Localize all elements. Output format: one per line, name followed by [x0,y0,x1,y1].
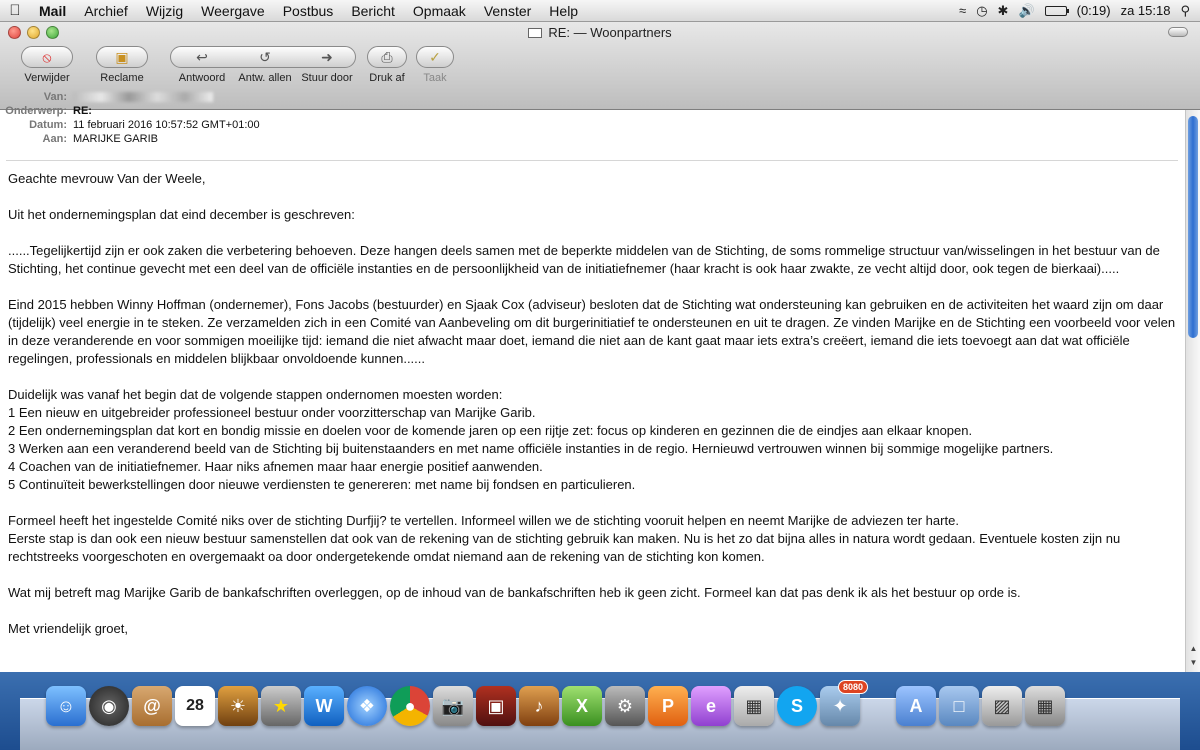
paragraph-1: Uit het ondernemingsplan dat eind december is geschreven: [8,207,355,222]
delete-icon: ⦸ [21,46,73,68]
from-value-redacted[interactable] [73,90,213,104]
calendar-day: 28 [186,697,204,714]
paragraph-2: ......Tegelijkertijd zijn er ook zaken die verbetering behoeven. Deze hangen deels samen met de beperkte middelen van de Stichting, de soms rommelige structuur van/wisselingen in het bestuur van de Stichting, het continue gevecht met een deel van de officiële instanties en de persoonlijkheid van de initiatiefnemer (haar kracht is ook haar zwakte, ze vecht altijd door, ook tegen de bierkaai)..... [8,243,1160,276]
to-value[interactable]: MARIJKE GARIB [73,133,158,145]
spotlight-icon[interactable]: ⚲ [1180,2,1190,18]
onenote-icon[interactable]: e [691,686,731,726]
menu-postbus[interactable]: Postbus [282,2,334,19]
preview-icon[interactable]: 📷 [433,686,473,726]
reply-button[interactable]: ↩ Antwoord [172,46,232,84]
reply-icon: ↩ [196,49,208,65]
date-label: Datum: [29,119,67,131]
subject-value: RE: [73,105,92,117]
skype-icon[interactable]: S [777,686,817,726]
dashboard-icon[interactable]: ◉ [89,686,129,726]
address-book-icon[interactable]: @ [132,686,172,726]
photo-booth-icon[interactable]: ▣ [476,686,516,726]
documents-folder-icon[interactable]: □ [939,686,979,726]
downloads-stack-icon[interactable]: ▨ [982,686,1022,726]
greeting: Geachte mevrouw Van der Weele, [8,171,206,186]
battery-time: (0:19) [1076,3,1111,18]
time-machine-icon[interactable]: ◷ [976,2,988,18]
excel-icon[interactable]: X [562,686,602,726]
bluetooth-icon[interactable]: ✱ [997,2,1009,18]
powerpoint-icon[interactable]: P [648,686,688,726]
status-area [959,3,1200,19]
paragraph-3: Eind 2015 hebben Winny Hoffman (ondernemer), Fons Jacobs (bestuurder) en Sjaak Cox (adviseur) besloten dat de Stichting wat ondersteuning kan gebruiken en de activiteiten het waard zijn om daar (tijdelijk) veel energie in te steken. Ze verzamelden zich in een Comité van Aanbeveling om dit burgerinitiatief te ondersteunen en uit te dragen. Ze vinden Marijke en de Stichting een voorbeeld voor velen in deze veranderende en voor sommigen moeilijke tijd: iemand die niet afwacht maar doet, iemand die niet aan de kant gaat maar iets extra’s creëert, iemand die iets toevoegt aan dat wat officiële regelingen, professionals en middelen blijkbaar onvoldoende kunnen...... [8,297,1176,366]
junk-icon: ▣ [96,46,148,68]
ical-icon[interactable] [175,686,215,726]
from-label: Van: [43,91,67,103]
envelope-icon [528,28,542,38]
print-icon: ⎙ [367,46,407,68]
header-divider [6,160,1178,161]
menu-bericht[interactable]: Bericht [351,2,395,19]
subject-label: Onderwerp: [5,105,67,117]
vertical-scrollbar[interactable] [1185,110,1200,672]
menu-archief[interactable]: Archief [84,2,128,19]
menu-venster[interactable]: Venster [483,2,532,19]
applications-folder-icon[interactable]: A [896,686,936,726]
forward-button[interactable]: ➜ Stuur door [298,46,356,84]
notification-badge: 8080 [838,680,868,694]
menu-opmaak[interactable]: Opmaak [412,2,466,19]
list-item: 1 Een nieuw en uitgebreider professioneel bestuur onder voorzitterschap van Marijke Garib. [8,405,536,420]
safari-icon[interactable]: ❖ [347,686,387,726]
menu-weergave[interactable]: Weergave [201,2,265,19]
menu-wijzig[interactable]: Wijzig [145,2,184,19]
forward-icon: ➜ [321,49,333,65]
paragraph-5a: Formeel heeft het ingestelde Comité niks over de stichting Durfjij? te vertellen. Informeel willen we de stichting vooruit helpen en neemt Marijke de adviezen ter harte. [8,513,959,528]
toolbar-toggle-button[interactable] [1168,27,1188,37]
scroll-arrows[interactable] [1186,642,1200,672]
garageband-icon[interactable]: ♪ [519,686,559,726]
menu-app[interactable]: Mail [39,2,67,19]
mail-window [0,22,1200,672]
trash-icon[interactable]: ▦ [1025,686,1065,726]
mail-icon[interactable]: ✦ 8080 [820,686,860,726]
paragraph-4: Duidelijk was vanaf het begin dat de volgende stappen ondernomen moesten worden: [8,387,503,402]
reply-all-icon: ↺ [259,49,271,65]
to-label: Aan: [42,133,67,145]
scrollbar-thumb[interactable] [1188,116,1198,338]
print-button[interactable]: ⎙ Druk af [362,46,412,84]
finder-icon[interactable]: ☺ [46,686,86,726]
list-item: 5 Continuïteit bewerkstellingen door nieuwe verdiensten te genereren: met name bij fondsen en particulieren. [8,477,636,492]
dock-icons [46,682,1065,726]
window-title [0,25,1200,40]
battery-icon[interactable] [1045,6,1067,16]
list-item: 3 Werken aan een veranderend beeld van de Stichting bij buitenstaanders en met name officiële instanties in de regio. Hernieuwd vertrouwen winnen bij sommige mogelijke partners. [8,441,1054,456]
iphoto-icon[interactable]: ☀ [218,686,258,726]
menu-bar [0,0,1200,22]
system-preferences-icon[interactable]: ⚙ [605,686,645,726]
menu-help[interactable]: Help [549,2,579,19]
scroll-down-icon[interactable]: ▼ [1189,658,1198,667]
date-value: 11 februari 2016 10:57:52 GMT+01:00 [73,119,260,131]
wifi-icon[interactable]: ≈ [959,3,967,18]
paragraph-6: Wat mij betreft mag Marijke Garib de bankafschriften overleggen, op de inhoud van de bankafschriften heb ik geen zicht. Formeel kan dat pas denk ik als het bestuur op orde is. [8,585,1021,600]
junk-button[interactable]: ▣ Reclame [88,46,156,84]
apple-menu-icon[interactable] [0,2,30,19]
office-icon[interactable]: ▦ [734,686,774,726]
checkmark-icon: ✓ [416,46,454,68]
chrome-icon[interactable]: ● [390,686,430,726]
word-icon[interactable]: W [304,686,344,726]
imovie-icon[interactable]: ★ [261,686,301,726]
window-title-text: RE: — Woonpartners [548,25,672,40]
list-item: 2 Een ondernemingsplan dat kort en bondig missie en doelen voor de komende jaren op een rijtje zet: focus op kinderen en gezinnen die de eindjes aan elkaar knopen. [8,423,973,438]
scroll-up-icon[interactable]: ▲ [1189,644,1198,653]
reply-all-button[interactable]: ↺ Antw. allen [234,46,296,84]
dock-divider [863,686,893,726]
redacted-sender [73,92,213,102]
volume-icon[interactable]: 🔊 [1018,2,1035,18]
message-body[interactable] [8,170,1180,672]
closing: Met vriendelijk groet, [8,621,128,636]
clock[interactable]: za 15:18 [1120,3,1171,18]
paragraph-5b: Eerste stap is dan ook een nieuw bestuur samenstellen dat ook van de rekening van de stichting gebruik kan maken. Nu is het zo dat bijna alles in natura wordt gedaan. Eventuele kosten zijn nu rechtstreeks voorgeschoten en overgemaakt oa door ondergetekende omdat niemand aan de rekening van de stichting kon komen. [8,531,1121,564]
delete-button[interactable]: ⦸ Verwijder [14,46,80,84]
list-item: 4 Coachen van de initiatiefnemer. Haar niks afnemen maar haar energie positief aanwenden. [8,459,543,474]
todo-button[interactable]: ✓ Taak [414,46,456,84]
message-headers [0,90,1180,146]
